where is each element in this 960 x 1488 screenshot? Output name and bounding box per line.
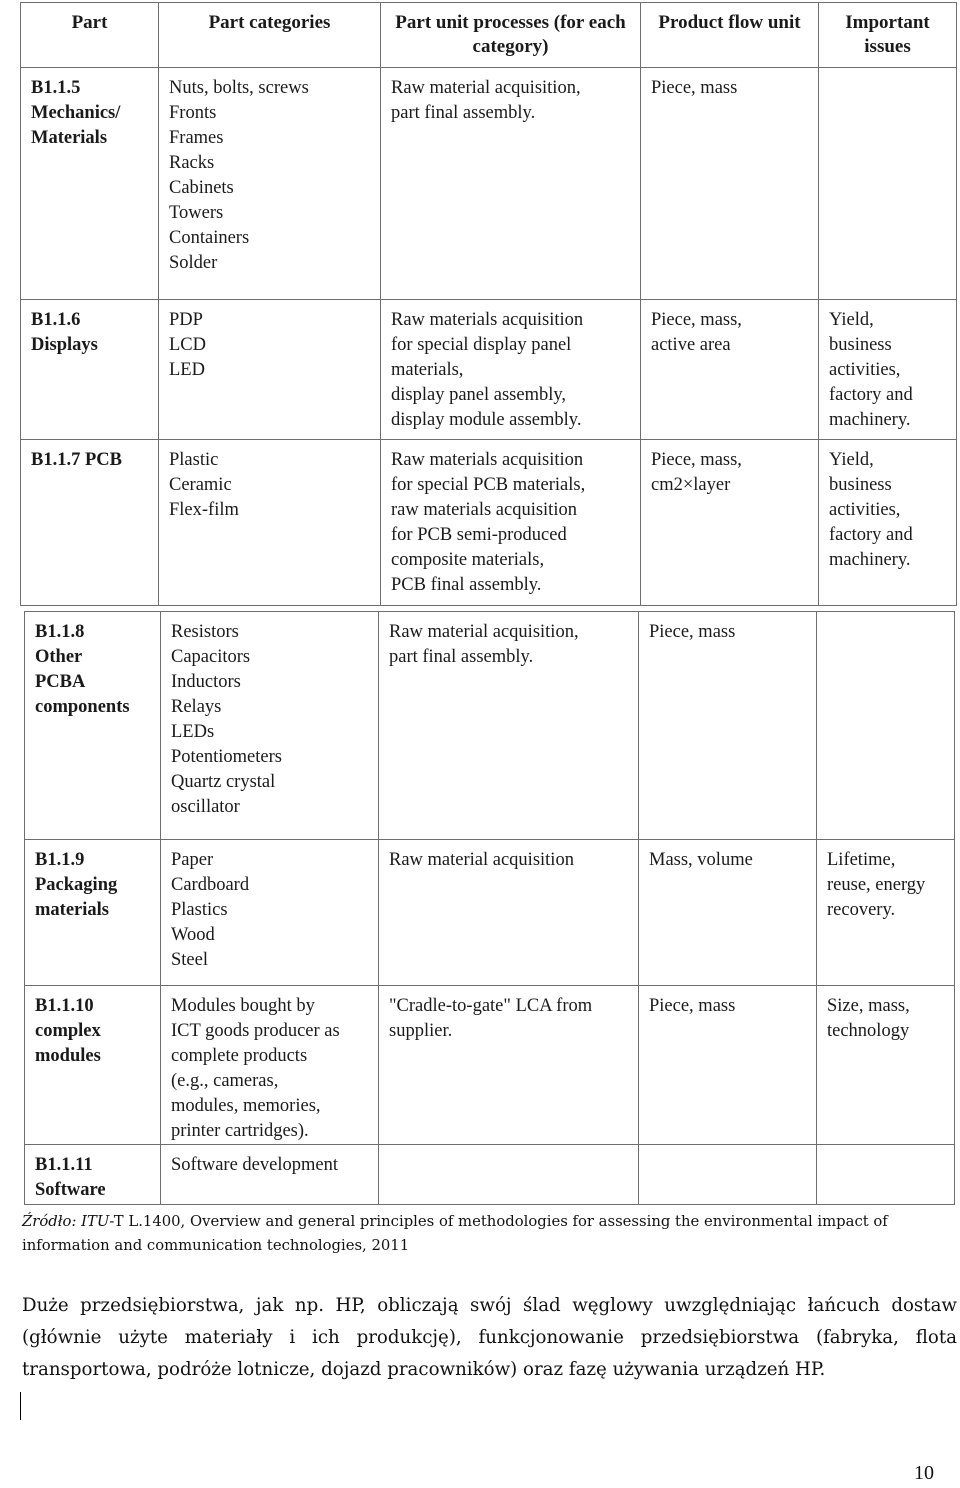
cell-line: Potentiometers (171, 747, 282, 767)
cell-line: Other (35, 647, 83, 667)
processes-cell (381, 68, 641, 300)
header-important-issues: Important issues (819, 3, 957, 68)
cell-line: Solder (169, 253, 218, 273)
cell-line: Quartz crystal (171, 772, 276, 792)
flow-unit-cell (639, 1145, 817, 1205)
cell-line: Flex-film (169, 500, 239, 520)
cell-line: B1.1.5 (31, 78, 81, 98)
table-row (25, 612, 955, 840)
parts-table-top (20, 2, 957, 606)
cell-line: PDP (169, 310, 203, 330)
cell-line: business (829, 475, 892, 495)
cell-line: Steel (171, 950, 208, 970)
processes-cell (379, 840, 639, 986)
cell-line: machinery. (829, 410, 911, 430)
part-cell (25, 986, 161, 1145)
cell-line: recovery. (827, 900, 896, 920)
cell-line: B1.1.6 (31, 310, 81, 330)
cell-line: Raw material acquisition (389, 850, 574, 870)
cell-line: B1.1.7 PCB (31, 450, 122, 470)
cell-line: Towers (169, 203, 224, 223)
flow-unit-cell (641, 440, 819, 606)
cell-line: materials, (391, 360, 464, 380)
cell-line: Piece, mass (649, 622, 736, 642)
header-unit-processes: Part unit processes (for each category) (381, 3, 641, 68)
table-row (21, 440, 957, 606)
categories-cell (159, 68, 381, 300)
cell-line: Relays (171, 697, 222, 717)
categories-cell (161, 1145, 379, 1205)
cell-line: Size, mass, (827, 996, 910, 1016)
cell-line: components (35, 697, 130, 717)
part-cell (25, 1145, 161, 1205)
cell-line: business (829, 335, 892, 355)
cell-line: "Cradle-to-gate" LCA from (389, 996, 593, 1016)
cell-line: Plastic (169, 450, 219, 470)
cell-line: oscillator (171, 797, 240, 817)
issues-cell (819, 68, 957, 300)
table-row (25, 1145, 955, 1205)
cell-line: LCD (169, 335, 206, 355)
issues-cell (817, 986, 955, 1145)
cell-line: B1.1.9 (35, 850, 85, 870)
cell-line: Software (35, 1180, 106, 1200)
cell-line: Inductors (171, 672, 241, 692)
processes-cell (379, 612, 639, 840)
table-row (21, 300, 957, 440)
table-header-row (21, 3, 957, 68)
cell-line: B1.1.10 (35, 996, 94, 1016)
issues-cell (819, 300, 957, 440)
cell-line: active area (651, 335, 731, 355)
cell-line: Yield, (829, 450, 874, 470)
caption-italic: ITU (81, 1213, 110, 1230)
categories-cell (159, 300, 381, 440)
page-number: 10 (914, 1462, 934, 1484)
table-source-caption (22, 1210, 942, 1258)
cell-line: Software development (171, 1155, 338, 1175)
cell-line: display module assembly. (391, 410, 582, 430)
categories-cell (159, 440, 381, 606)
issues-cell (817, 840, 955, 986)
cell-line: modules (35, 1046, 101, 1066)
cell-line: activities, (829, 500, 901, 520)
cell-line: activities, (829, 360, 901, 380)
cell-line: Yield, (829, 310, 874, 330)
part-cell (25, 612, 161, 840)
issues-cell (817, 612, 955, 840)
parts-table-bottom (24, 611, 955, 1205)
flow-unit-cell (641, 300, 819, 440)
cell-line: Racks (169, 153, 215, 173)
table-row (21, 68, 957, 300)
cell-line: PCBA (35, 672, 86, 692)
table-row (25, 986, 955, 1145)
cell-line: raw materials acquisition (391, 500, 577, 520)
processes-cell (379, 1145, 639, 1205)
cell-line: supplier. (389, 1021, 453, 1041)
cell-line: composite materials, (391, 550, 545, 570)
cell-line: Piece, mass (649, 996, 736, 1016)
cell-line: Frames (169, 128, 224, 148)
cell-line: Modules bought by (171, 996, 315, 1016)
cell-line: Displays (31, 335, 98, 355)
cell-line: cm2×layer (651, 475, 731, 495)
cell-line: Plastics (171, 900, 228, 920)
cell-line: Capacitors (171, 647, 251, 667)
issues-cell (817, 1145, 955, 1205)
cell-line: modules, memories, (171, 1096, 321, 1116)
cell-line: Mechanics/ (31, 103, 121, 123)
flow-unit-cell (641, 68, 819, 300)
cell-line: LEDs (171, 722, 215, 742)
flow-unit-cell (639, 612, 817, 840)
cell-line: Containers (169, 228, 250, 248)
processes-cell (381, 440, 641, 606)
cell-line: Lifetime, (827, 850, 896, 870)
categories-cell (161, 612, 379, 840)
cell-line: for PCB semi-produced (391, 525, 567, 545)
cell-line: display panel assembly, (391, 385, 567, 405)
header-flow-unit: Product flow unit (641, 3, 819, 68)
cell-line: Wood (171, 925, 215, 945)
part-cell (21, 68, 159, 300)
caption-rest: -T L.1400, Overview and general principles of methodologies for assessing the environmental impact of information and communication technologies, 2011 (22, 1213, 888, 1254)
cell-line: Piece, mass (651, 78, 738, 98)
cell-line: Cabinets (169, 178, 234, 198)
cell-line: Piece, mass, (651, 310, 742, 330)
cell-line: Packaging (35, 875, 118, 895)
cell-line: B1.1.11 (35, 1155, 93, 1175)
cell-line: part final assembly. (391, 103, 536, 123)
cell-line: Mass, volume (649, 850, 753, 870)
cell-line: Resistors (171, 622, 239, 642)
cell-line: Paper (171, 850, 214, 870)
cell-line: printer cartridges). (171, 1121, 309, 1141)
table-row (25, 840, 955, 986)
cell-line: complex (35, 1021, 101, 1041)
cell-line: for special PCB materials, (391, 475, 586, 495)
cell-line: reuse, energy (827, 875, 926, 895)
cell-line: technology (827, 1021, 910, 1041)
cell-line: machinery. (829, 550, 911, 570)
cell-line: Ceramic (169, 475, 232, 495)
processes-cell (381, 300, 641, 440)
cell-line: factory and (829, 385, 913, 405)
cell-line: Fronts (169, 103, 217, 123)
header-part-categories: Part categories (159, 3, 381, 68)
cell-line: Raw material acquisition, (389, 622, 579, 642)
cell-line: part final assembly. (389, 647, 534, 667)
part-cell (25, 840, 161, 986)
part-cell (21, 300, 159, 440)
processes-cell (379, 986, 639, 1145)
cell-line: Nuts, bolts, screws (169, 78, 309, 98)
cell-line: Piece, mass, (651, 450, 742, 470)
body-paragraph: Duże przedsiębiorstwa, jak np. HP, obliczają swój ślad węglowy uwzględniając łańcuch dostaw (głównie użyte materiały i ich produkcję), funkcjonowanie przedsiębiorstwa (fabryka, flota transportowa, podróże lotnicze, dojazd pracowników) oraz fazę używania urządzeń HP. (22, 1295, 957, 1380)
cell-line: Raw materials acquisition (391, 310, 584, 330)
categories-cell (161, 986, 379, 1145)
cell-line: Cardboard (171, 875, 250, 895)
cell-line: ICT goods producer as (171, 1021, 340, 1041)
cell-line: Materials (31, 128, 108, 148)
text-cursor (20, 1392, 21, 1420)
flow-unit-cell (639, 840, 817, 986)
cell-line: PCB final assembly. (391, 575, 542, 595)
flow-unit-cell (639, 986, 817, 1145)
header-part: Part (21, 3, 159, 68)
cell-line: for special display panel (391, 335, 572, 355)
cell-line: B1.1.8 (35, 622, 85, 642)
cell-line: factory and (829, 525, 913, 545)
cell-line: Raw material acquisition, (391, 78, 581, 98)
cell-line: LED (169, 360, 205, 380)
cell-line: complete products (171, 1046, 308, 1066)
cell-line: Raw materials acquisition (391, 450, 584, 470)
cell-line: materials (35, 900, 109, 920)
caption-prefix: Źródło: (22, 1213, 82, 1230)
part-cell (21, 440, 159, 606)
issues-cell (819, 440, 957, 606)
cell-line: (e.g., cameras, (171, 1071, 279, 1091)
categories-cell (161, 840, 379, 986)
